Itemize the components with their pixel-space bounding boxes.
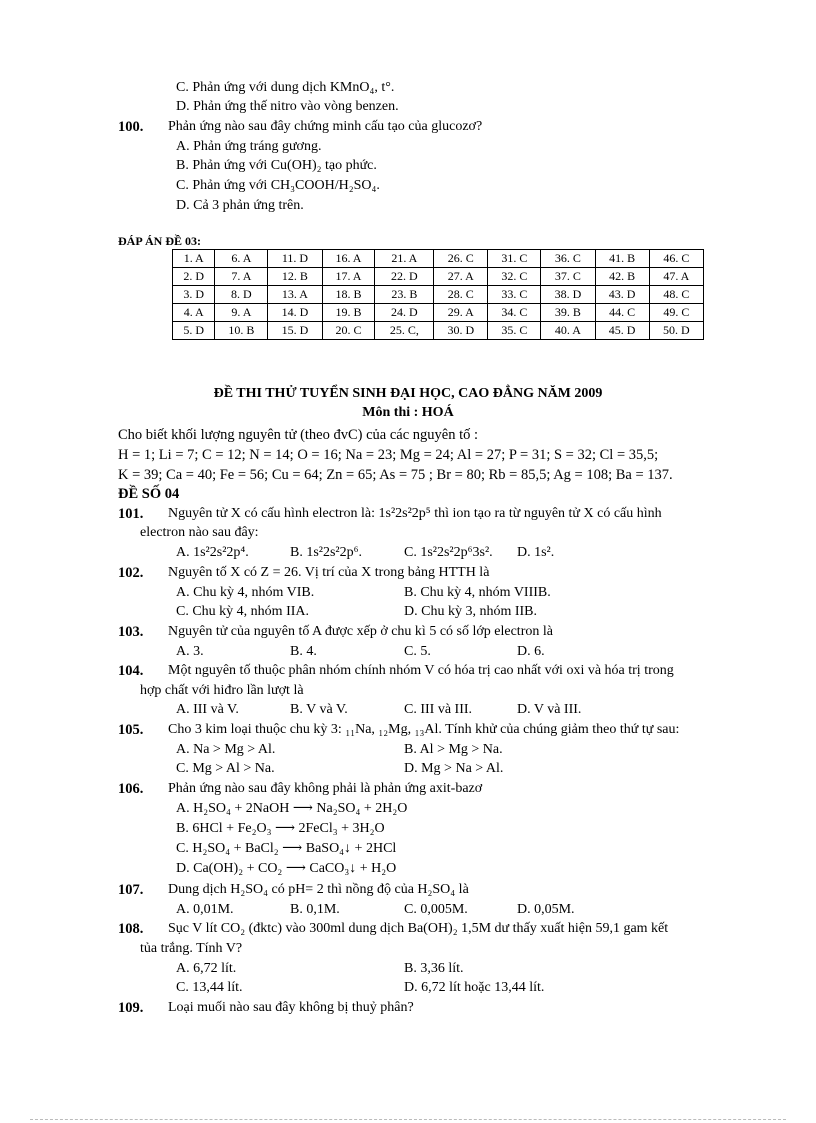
answer-key-cell: 19. B [322,304,375,322]
question-text-cont: hợp chất với hiđro lần lượt là [140,683,304,698]
question-text: Sục V lít CO₂ (đktc) vào 300ml dung dịch Ba(OH)₂ 1,5M dư thấy xuất hiện 59,1 gam kết [168,921,669,936]
question-text-cont: tủa trắng. Tính V? [140,941,243,956]
answer-key-cell: 44. C [595,304,649,322]
answer-key-cell: 7. A [215,268,268,286]
question-text: Nguyên tử của nguyên tố A được xếp ở chu kì 5 có số lớp electron là [168,624,553,639]
answer-key-cell: 5. D [173,322,215,340]
option-d: D. 6,72 lít hoặc 13,44 lít. [404,980,545,995]
question-text: Phản ứng nào sau đây chứng minh cấu tạo của glucozơ? [168,119,483,134]
answer-key-title: ĐÁP ÁN ĐỀ 03: [118,234,201,248]
option-c: C. Mg > Al > Na. [176,761,275,776]
option-a: A. 1s²2s²2p⁴. [176,545,249,560]
prev-option-d: D. Phản ứng thế nitro vào vòng benzen. [176,99,399,114]
question-text: Cho 3 kim loại thuộc chu kỳ 3: ₁₁Na, ₁₂Mg, ₁₃Al. Tính khử của chúng giảm theo thứ tự sau: [168,722,680,737]
question-number: 100. [118,119,144,135]
answer-key-table [172,249,704,340]
option-d: D. 6. [517,644,545,659]
answer-key-cell: 28. C [434,286,488,304]
exam-title: ĐỀ THI THỬ TUYỂN SINH ĐẠI HỌC, CAO ĐẲNG NĂM 2009 [213,386,603,401]
option-d: D. V và III. [517,702,582,717]
answer-key-cell: 33. C [488,286,541,304]
answer-key-cell: 37. C [541,268,595,286]
option-d: D. Cả 3 phản ứng trên. [176,198,304,213]
question-number: 103. [118,624,144,640]
answer-key-cell: 50. D [649,322,703,340]
question-number: 106. [118,781,144,797]
answer-key-cell: 42. B [595,268,649,286]
answer-key-cell: 31. C [488,250,541,268]
atomic-masses-line-2: K = 39; Ca = 40; Fe = 56; Cu = 64; Zn = 65; As = 75 ; Br = 80; Rb = 85,5; Ag = 108; Ba = 137. [118,467,673,483]
question-text: Dung dịch H₂SO₄ có pH= 2 thì nồng độ của H₂SO₄ là [168,882,469,897]
option-a: A. Na > Mg > Al. [176,742,276,757]
answer-key-cell: 13. A [268,286,322,304]
question-number: 102. [118,565,144,581]
answer-key-cell: 24. D [375,304,434,322]
option-c: C. H₂SO₄ + BaCl₂ ⟶ BaSO₄↓ + 2HCl [176,841,397,856]
answer-key-cell: 30. D [434,322,488,340]
option-a: A. H₂SO₄ + 2NaOH ⟶ Na₂SO₄ + 2H₂O [176,801,408,816]
option-a: A. 6,72 lít. [176,961,237,976]
option-b: B. V và V. [290,702,348,717]
question-number: 104. [118,663,144,679]
answer-key-cell: 10. B [215,322,268,340]
answer-key-cell: 20. C [322,322,375,340]
answer-key-cell: 32. C [488,268,541,286]
question-text: Phản ứng nào sau đây không phải là phản ứng axit-bazơ [168,781,483,796]
option-d: D. Ca(OH)₂ + CO₂ ⟶ CaCO₃↓ + H₂O [176,861,397,876]
answer-key-cell: 36. C [541,250,595,268]
option-d: D. Chu kỳ 3, nhóm IIB. [404,604,537,619]
option-b: B. 0,1M. [290,902,340,917]
answer-key-cell: 25. C, [375,322,434,340]
answer-key-cell: 11. D [268,250,322,268]
option-a: A. Phản ứng tráng gương. [176,139,322,154]
answer-key-cell: 40. A [541,322,595,340]
answer-key-cell: 4. A [173,304,215,322]
option-b: B. 1s²2s²2p⁶. [290,545,363,560]
exam-code: ĐỀ SỐ 04 [118,486,180,502]
option-c: C. III và III. [404,702,473,717]
answer-key-row [173,322,704,340]
answer-key-cell: 34. C [488,304,541,322]
option-c: C. Chu kỳ 4, nhóm IIA. [176,604,309,619]
option-b: B. 4. [290,644,317,659]
answer-key-cell: 6. A [215,250,268,268]
answer-key-cell: 29. A [434,304,488,322]
answer-key-cell: 18. B [322,286,375,304]
question-number: 108. [118,921,144,937]
option-d: D. 0,05M. [517,902,575,917]
answer-key-cell: 46. C [649,250,703,268]
answer-key-cell: 14. D [268,304,322,322]
question-text-cont: electron nào sau đây: [140,525,259,540]
answer-key-cell: 45. D [595,322,649,340]
prev-option-c: C. Phản ứng với dung dịch KMnO₄, t°. [176,80,395,95]
option-a: A. III và V. [176,702,239,717]
option-b: B. 6HCl + Fe₂O₃ ⟶ 2FeCl₃ + 3H₂O [176,821,385,836]
answer-key-cell: 47. A [649,268,703,286]
question-text: Nguyên tử X có cấu hình electron là: 1s²2s²2p⁵ thì ion tạo ra từ nguyên tử X có cấu hình [168,506,662,521]
atomic-masses-line-1: H = 1; Li = 7; C = 12; N = 14; O = 16; Na = 23; Mg = 24; Al = 27; P = 31; S = 32; Cl = 35,5; [118,447,659,463]
answer-key-cell: 3. D [173,286,215,304]
answer-key-cell: 43. D [595,286,649,304]
question-number: 109. [118,1000,144,1016]
option-d: D. 1s². [517,545,555,560]
answer-key-row [173,268,704,286]
option-c: C. 1s²2s²2p⁶3s². [404,545,493,560]
answer-key-cell: 9. A [215,304,268,322]
option-a: A. 3. [176,644,204,659]
option-b: B. Phản ứng với Cu(OH)₂ tạo phức. [176,158,377,173]
option-c: C. 5. [404,644,431,659]
option-b: B. Al > Mg > Na. [404,742,503,757]
question-text: Loại muối nào sau đây không bị thuỷ phân? [168,1000,414,1015]
option-b: B. Chu kỳ 4, nhóm VIIIB. [404,585,551,600]
answer-key-cell: 21. A [375,250,434,268]
option-c: C. Phản ứng với CH₃COOH/H₂SO₄. [176,178,380,193]
answer-key-row [173,250,704,268]
answer-key-cell: 15. D [268,322,322,340]
exam-subject: Môn thi : HOÁ [362,405,454,420]
question-text: Một nguyên tố thuộc phân nhóm chính nhóm V có hóa trị cao nhất với oxi và hóa trị trong [168,663,674,678]
answer-key-row [173,286,704,304]
option-b: B. 3,36 lít. [404,961,464,976]
answer-key-cell: 23. B [375,286,434,304]
option-a: A. 0,01M. [176,902,234,917]
option-c: C. 13,44 lít. [176,980,243,995]
option-c: C. 0,005M. [404,902,468,917]
answer-key-cell: 17. A [322,268,375,286]
answer-key-cell: 39. B [541,304,595,322]
answer-key-cell: 26. C [434,250,488,268]
question-text: Nguyên tố X có Z = 26. Vị trí của X trong bảng HTTH là [168,565,490,580]
answer-key-cell: 16. A [322,250,375,268]
answer-key-cell: 22. D [375,268,434,286]
question-number: 101. [118,506,144,522]
answer-key-cell: 1. A [173,250,215,268]
answer-key-cell: 27. A [434,268,488,286]
answer-key-cell: 38. D [541,286,595,304]
question-number: 107. [118,882,144,898]
question-number: 105. [118,722,144,738]
intro-text: Cho biết khối lượng nguyên tử (theo đvC) của các nguyên tố : [118,427,479,443]
answer-key-row [173,304,704,322]
answer-key-cell: 41. B [595,250,649,268]
option-d: D. Mg > Na > Al. [404,761,504,776]
page-bottom-rule [30,1119,786,1120]
answer-key-cell: 12. B [268,268,322,286]
answer-key-cell: 49. C [649,304,703,322]
option-a: A. Chu kỳ 4, nhóm VIB. [176,585,315,600]
answer-key-cell: 35. C [488,322,541,340]
answer-key-cell: 8. D [215,286,268,304]
answer-key-cell: 2. D [173,268,215,286]
answer-key-cell: 48. C [649,286,703,304]
